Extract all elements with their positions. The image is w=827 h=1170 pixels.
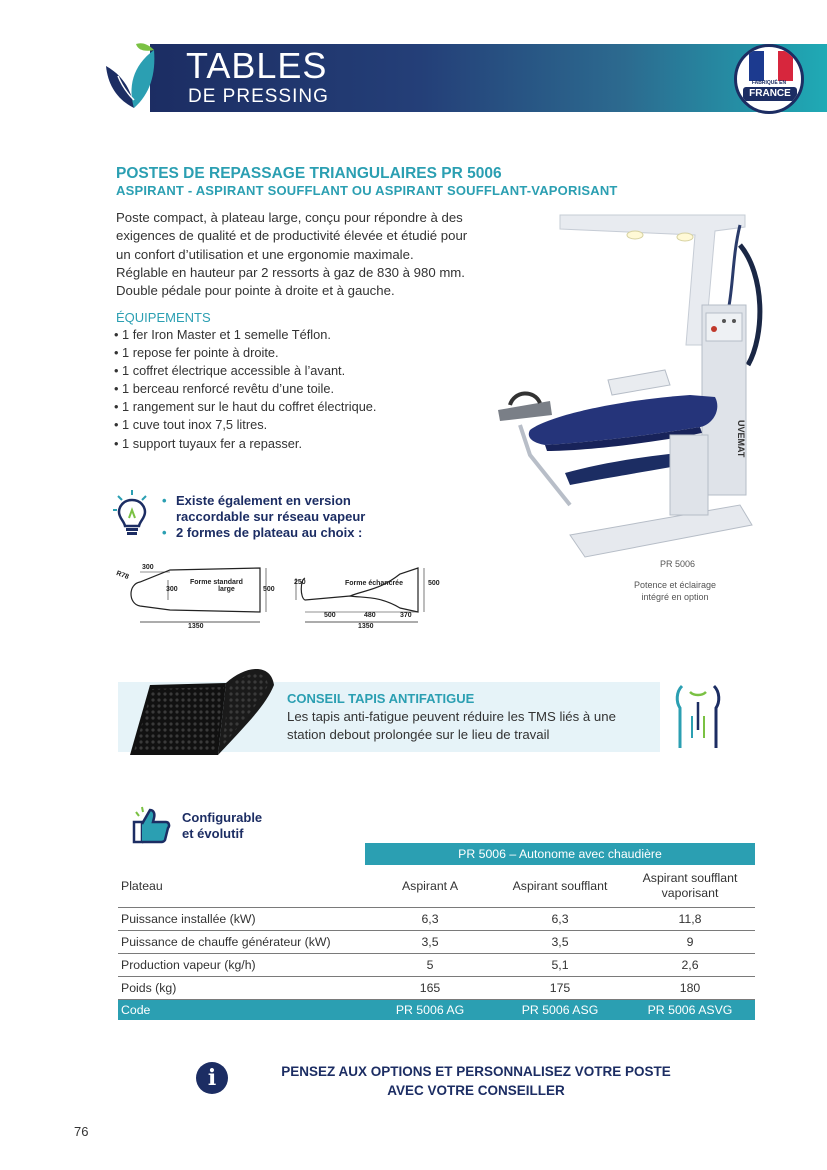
advice-text-line: station debout prolongée sur le lieu de travail (287, 727, 550, 742)
dim-left: 250 (294, 579, 306, 586)
call-to-action-line: AVEC VOTRE CONSEILLER (387, 1083, 565, 1098)
description-line: Double pédale pour pointe à droite et à gauche. (116, 283, 395, 299)
table-row (118, 954, 755, 977)
product-code: PR 5006 AG (365, 1000, 495, 1021)
table-cell: 6,3 (365, 908, 495, 931)
echancree-shape-label: Forme échancrée (345, 580, 403, 587)
table-group-header-row (118, 843, 755, 865)
leaves-logo-icon (98, 36, 178, 116)
product-code: PR 5006 ASVG (625, 1000, 755, 1021)
badge-small-text: FABRIQUÉ EN (751, 80, 787, 86)
table-column-header: Aspirant soufflant vaporisant (625, 865, 755, 908)
board-shape-drawing (110, 560, 450, 632)
made-in-france-badge (734, 44, 804, 114)
caption-note-line: intégré en option (641, 592, 709, 602)
row-label: Puissance de chauffe générateur (kW) (118, 931, 365, 954)
row-label: Production vapeur (kg/h) (118, 954, 365, 977)
table-cell: 3,5 (495, 931, 625, 954)
caption-note-line: Potence et éclairage (633, 580, 717, 590)
product-title: POSTES DE REPASSAGE TRIANGULAIRES PR 5006 (116, 165, 502, 182)
section-subtitle: DE PRESSING (188, 86, 329, 107)
dim-a: 500 (324, 612, 336, 619)
note-item (160, 493, 365, 509)
description-line: Poste compact, à plateau large, conçu pour répondre à des (116, 210, 463, 225)
shape-name: Forme standard (190, 579, 243, 586)
page-number: 76 (74, 1124, 89, 1139)
configurable-subtitle: et évolutif (182, 826, 244, 841)
table-cell: 2,6 (625, 954, 755, 977)
equipment-item: • 1 rangement sur le haut du coffret électrique. (114, 398, 376, 416)
description-line: exigences de qualité et de productivité élevée et étudié pour (116, 228, 468, 244)
description-line: Réglable en hauteur par 2 ressorts à gaz de 830 à 980 mm. (116, 264, 465, 280)
table-cell: 180 (625, 977, 755, 1000)
equipment-item: • 1 cuve tout inox 7,5 litres. (114, 416, 376, 434)
ironing-station-image (490, 205, 780, 565)
table-cell-empty (118, 843, 365, 865)
equipment-item: • 1 berceau renforcé revêtu d’une toile. (114, 380, 376, 398)
advice-text-line: Les tapis anti-fatigue peuvent réduire les TMS liés à une (287, 709, 616, 724)
code-label: Code (118, 1000, 365, 1021)
table-cell: 11,8 (625, 908, 755, 931)
description-line: un confort d’utilisation et une ergonomie maximale. (116, 246, 414, 262)
shape-name: large (218, 586, 235, 593)
table-cell: 9 (625, 931, 755, 954)
body-posture-icon (668, 682, 728, 750)
dim-radius: R78 (115, 570, 130, 581)
call-to-action-line: PENSEZ AUX OPTIONS ET PERSONNALISEZ VOTRE POSTE (281, 1064, 671, 1079)
product-description (116, 209, 521, 300)
thumbs-up-icon (130, 804, 172, 846)
dim-height: 500 (428, 580, 440, 587)
product-code: PR 5006 ASG (495, 1000, 625, 1021)
equipment-item: • 1 support tuyaux fer a repasser. (114, 435, 376, 453)
table-column-header: Aspirant A (365, 865, 495, 908)
row-label: Poids (kg) (118, 977, 365, 1000)
dim-length: 1350 (188, 623, 204, 630)
specifications-table (118, 843, 755, 1020)
equipment-item: • 1 fer Iron Master et 1 semelle Téflon. (114, 326, 376, 344)
table-cell: 165 (365, 977, 495, 1000)
lightbulb-icon (112, 488, 152, 538)
row-label: Puissance installée (kW) (118, 908, 365, 931)
badge-big-text: FRANCE (743, 87, 797, 101)
table-row-header: Plateau (118, 865, 365, 908)
info-icon: i (196, 1062, 228, 1094)
image-caption-note (620, 579, 730, 603)
anti-fatigue-mat-image (126, 655, 286, 763)
table-code-row (118, 1000, 755, 1021)
equipment-item: • 1 repose fer pointe à droite. (114, 344, 376, 362)
dim-mid: 300 (166, 586, 178, 593)
note-text: Existe également en version (176, 493, 351, 508)
table-row (118, 931, 755, 954)
dim-c: 370 (400, 612, 412, 619)
table-cell: 175 (495, 977, 625, 1000)
note-continuation: raccordable sur réseau vapeur (176, 509, 366, 524)
advice-text (287, 708, 657, 744)
table-column-header-row (118, 865, 755, 908)
standard-shape-label (190, 579, 243, 593)
board-shape-diagrams (110, 560, 450, 632)
dim-top: 300 (142, 564, 154, 571)
table-cell: 3,5 (365, 931, 495, 954)
table-group-header: PR 5006 – Autonome avec chaudière (365, 843, 755, 865)
image-caption-model: PR 5006 (660, 559, 696, 569)
table-column-header: Aspirant soufflant (495, 865, 625, 908)
product-subtitle: ASPIRANT - ASPIRANT SOUFFLANT OU ASPIRANT SOUFFLANT-VAPORISANT (116, 183, 618, 198)
configurable-title: Configurable (182, 810, 263, 825)
table-cell: 5,1 (495, 954, 625, 977)
table-row (118, 908, 755, 931)
advice-title: CONSEIL TAPIS ANTIFATIGUE (287, 691, 475, 706)
machine-brand-label: UVEMAT (736, 420, 746, 458)
equipment-list (114, 326, 376, 453)
dim-length: 1350 (358, 623, 374, 630)
dim-b: 480 (364, 612, 376, 619)
table-cell: 6,3 (495, 908, 625, 931)
dim-height: 500 (263, 586, 275, 593)
availability-notes (160, 493, 365, 541)
note-text: 2 formes de plateau au choix : (176, 525, 363, 540)
french-flag-icon (749, 51, 793, 81)
note-item (160, 525, 365, 541)
table-cell: 5 (365, 954, 495, 977)
equipment-item: • 1 coffret électrique accessible à l’avant. (114, 362, 376, 380)
equipment-heading: ÉQUIPEMENTS (116, 310, 211, 325)
table-row (118, 977, 755, 1000)
section-title: TABLES (186, 45, 328, 86)
